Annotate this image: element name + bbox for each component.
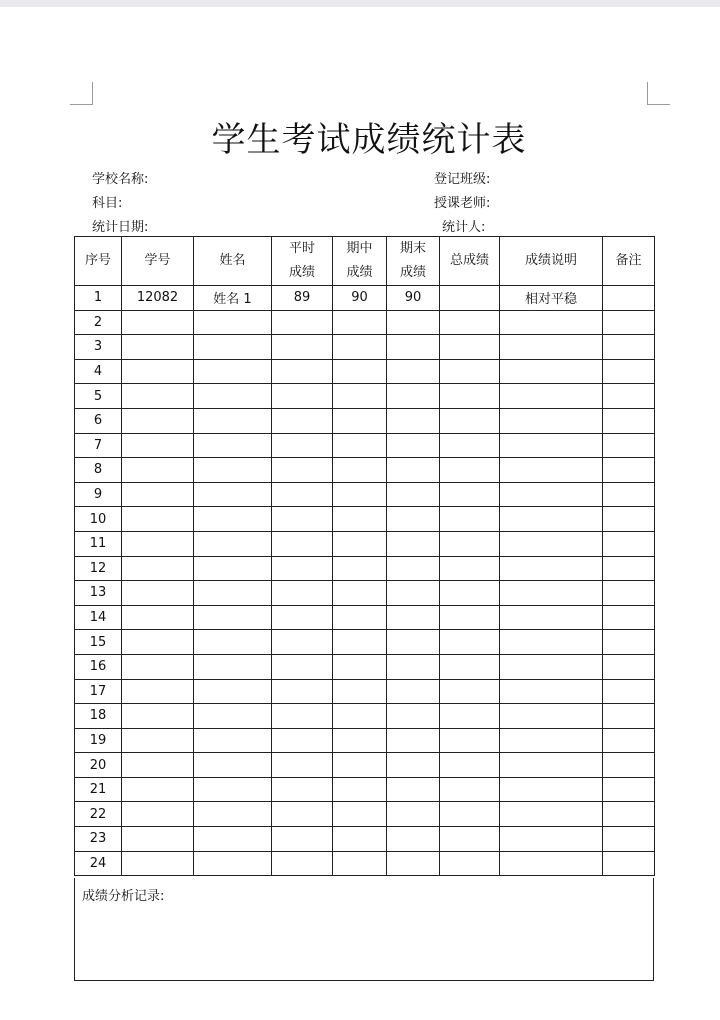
cell-seq: 3 (75, 335, 122, 360)
header-remark: 备注 (603, 237, 655, 286)
cell-usual (272, 704, 333, 729)
cell-description (500, 482, 603, 507)
class-label: 登记班级: (434, 172, 491, 187)
cell-final (387, 359, 440, 384)
cell-description (500, 581, 603, 606)
header-seq: 序号 (75, 237, 122, 286)
cell-seq: 7 (75, 433, 122, 458)
cell-name (194, 753, 272, 778)
cell-student-id (122, 384, 194, 409)
cell-usual (272, 654, 333, 679)
cell-final (387, 408, 440, 433)
cell-description (500, 851, 603, 876)
cell-student-id (122, 851, 194, 876)
table-row (75, 630, 655, 655)
cell-final (387, 654, 440, 679)
cell-final (387, 458, 440, 483)
cell-remark (603, 728, 655, 753)
cell-student-id (122, 433, 194, 458)
cell-total (440, 851, 500, 876)
cell-remark (603, 654, 655, 679)
cell-total (440, 458, 500, 483)
cell-remark (603, 851, 655, 876)
cell-name (194, 335, 272, 360)
cell-name (194, 384, 272, 409)
cell-usual (272, 556, 333, 581)
cell-final (387, 802, 440, 827)
table-row (75, 728, 655, 753)
table-row (75, 581, 655, 606)
cell-name (194, 556, 272, 581)
cell-remark (603, 605, 655, 630)
cell-name (194, 482, 272, 507)
table-row (75, 433, 655, 458)
cell-remark (603, 408, 655, 433)
cell-midterm (333, 359, 387, 384)
cell-name (194, 507, 272, 532)
cell-midterm (333, 605, 387, 630)
cell-description (500, 335, 603, 360)
cell-remark (603, 581, 655, 606)
cell-midterm (333, 654, 387, 679)
cell-usual (272, 310, 333, 335)
cell-final (387, 728, 440, 753)
cell-midterm (333, 384, 387, 409)
header-description: 成绩说明 (500, 237, 603, 286)
cell-remark (603, 384, 655, 409)
cell-remark (603, 753, 655, 778)
cell-usual (272, 335, 333, 360)
cell-description (500, 704, 603, 729)
cell-total (440, 531, 500, 556)
cell-final (387, 384, 440, 409)
cell-name (194, 704, 272, 729)
cell-remark (603, 359, 655, 384)
cell-final (387, 753, 440, 778)
table-row (75, 408, 655, 433)
cell-student-id (122, 827, 194, 852)
cell-remark (603, 335, 655, 360)
cell-usual (272, 433, 333, 458)
header-final-score (387, 237, 440, 286)
cell-student-id (122, 359, 194, 384)
cell-description (500, 359, 603, 384)
cell-student-id (122, 630, 194, 655)
cell-final (387, 679, 440, 704)
cell-remark (603, 827, 655, 852)
cell-usual (272, 359, 333, 384)
table-row (75, 851, 655, 876)
cell-total (440, 384, 500, 409)
statistician-label: 统计人: (442, 220, 486, 235)
cell-remark (603, 286, 655, 311)
cell-name (194, 851, 272, 876)
cell-student-id (122, 753, 194, 778)
table-row (75, 507, 655, 532)
cell-name (194, 728, 272, 753)
cell-description (500, 679, 603, 704)
table-row (75, 753, 655, 778)
cell-student-id (122, 581, 194, 606)
cell-total (440, 654, 500, 679)
cell-student-id (122, 654, 194, 679)
cell-midterm (333, 851, 387, 876)
cell-usual (272, 408, 333, 433)
cell-description (500, 777, 603, 802)
cell-usual (272, 728, 333, 753)
cell-usual (272, 851, 333, 876)
cell-midterm (333, 679, 387, 704)
header-usual-line2: 成绩 (288, 265, 315, 280)
crop-mark-top-left (70, 82, 93, 105)
date-label: 统计日期: (92, 220, 149, 235)
cell-description (500, 408, 603, 433)
cell-usual (272, 507, 333, 532)
table-header-row (75, 237, 655, 286)
cell-student-id (122, 507, 194, 532)
cell-student-id (122, 777, 194, 802)
table-row (75, 605, 655, 630)
cell-name (194, 827, 272, 852)
crop-mark-top-right (647, 82, 670, 105)
header-mid-line1: 期中 (346, 241, 373, 256)
cell-midterm (333, 310, 387, 335)
school-name-label: 学校名称: (92, 172, 149, 187)
cell-remark (603, 679, 655, 704)
cell-student-id (122, 458, 194, 483)
cell-remark (603, 482, 655, 507)
cell-usual (272, 679, 333, 704)
score-table (74, 236, 655, 876)
cell-total (440, 802, 500, 827)
cell-total (440, 482, 500, 507)
cell-final (387, 827, 440, 852)
cell-total (440, 753, 500, 778)
cell-final (387, 310, 440, 335)
cell-total (440, 581, 500, 606)
cell-total (440, 359, 500, 384)
cell-seq: 5 (75, 384, 122, 409)
table-row (75, 359, 655, 384)
cell-seq: 6 (75, 408, 122, 433)
cell-usual: 89 (272, 286, 333, 311)
cell-name (194, 310, 272, 335)
cell-seq: 21 (75, 777, 122, 802)
cell-seq: 16 (75, 654, 122, 679)
cell-description (500, 827, 603, 852)
cell-seq: 1 (75, 286, 122, 311)
cell-description (500, 507, 603, 532)
cell-description: 相对平稳 (500, 286, 603, 311)
cell-name (194, 654, 272, 679)
cell-name (194, 359, 272, 384)
cell-final (387, 581, 440, 606)
cell-remark (603, 507, 655, 532)
cell-final (387, 704, 440, 729)
cell-usual (272, 753, 333, 778)
cell-final (387, 335, 440, 360)
cell-midterm (333, 433, 387, 458)
cell-midterm (333, 507, 387, 532)
cell-final (387, 507, 440, 532)
cell-usual (272, 482, 333, 507)
cell-seq: 22 (75, 802, 122, 827)
cell-seq: 9 (75, 482, 122, 507)
cell-midterm (333, 753, 387, 778)
table-row (75, 802, 655, 827)
cell-name (194, 679, 272, 704)
header-final-line2: 成绩 (399, 265, 426, 280)
cell-seq: 18 (75, 704, 122, 729)
cell-name (194, 777, 272, 802)
cell-remark (603, 704, 655, 729)
cell-student-id (122, 802, 194, 827)
cell-midterm (333, 408, 387, 433)
cell-description (500, 556, 603, 581)
cell-midterm (333, 335, 387, 360)
cell-final: 90 (387, 286, 440, 311)
cell-total (440, 286, 500, 311)
table-row (75, 679, 655, 704)
cell-final (387, 433, 440, 458)
cell-seq: 20 (75, 753, 122, 778)
table-row (75, 556, 655, 581)
cell-seq: 8 (75, 458, 122, 483)
table-row (75, 384, 655, 409)
cell-total (440, 605, 500, 630)
cell-description (500, 531, 603, 556)
cell-seq: 15 (75, 630, 122, 655)
cell-total (440, 310, 500, 335)
cell-midterm (333, 777, 387, 802)
cell-usual (272, 581, 333, 606)
cell-seq: 2 (75, 310, 122, 335)
cell-student-id (122, 335, 194, 360)
cell-description (500, 654, 603, 679)
header-final-line1: 期末 (399, 241, 426, 256)
cell-usual (272, 630, 333, 655)
cell-remark (603, 310, 655, 335)
cell-remark (603, 556, 655, 581)
table-row (75, 458, 655, 483)
cell-student-id (122, 556, 194, 581)
cell-final (387, 630, 440, 655)
cell-seq: 12 (75, 556, 122, 581)
cell-midterm (333, 802, 387, 827)
teacher-label: 授课老师: (434, 196, 491, 211)
cell-total (440, 827, 500, 852)
cell-student-id (122, 482, 194, 507)
cell-seq: 24 (75, 851, 122, 876)
cell-total (440, 433, 500, 458)
cell-seq: 11 (75, 531, 122, 556)
cell-name (194, 458, 272, 483)
header-usual-line1: 平时 (288, 241, 315, 256)
cell-seq: 4 (75, 359, 122, 384)
cell-final (387, 531, 440, 556)
header-mid-line2: 成绩 (346, 265, 373, 280)
header-name: 姓名 (194, 237, 272, 286)
cell-student-id: 12082 (122, 286, 194, 311)
cell-final (387, 605, 440, 630)
cell-seq: 10 (75, 507, 122, 532)
cell-student-id (122, 704, 194, 729)
cell-total (440, 728, 500, 753)
analysis-label: 成绩分析记录: (82, 889, 165, 904)
cell-total (440, 507, 500, 532)
cell-final (387, 777, 440, 802)
table-row (75, 827, 655, 852)
cell-name (194, 630, 272, 655)
cell-description (500, 310, 603, 335)
cell-seq: 17 (75, 679, 122, 704)
cell-midterm: 90 (333, 286, 387, 311)
table-row (75, 704, 655, 729)
table-row (75, 531, 655, 556)
cell-usual (272, 458, 333, 483)
cell-usual (272, 531, 333, 556)
table-row (75, 310, 655, 335)
cell-remark (603, 458, 655, 483)
subject-label: 科目: (92, 196, 123, 211)
cell-remark (603, 777, 655, 802)
cell-total (440, 556, 500, 581)
cell-description (500, 630, 603, 655)
cell-student-id (122, 728, 194, 753)
cell-description (500, 605, 603, 630)
cell-total (440, 335, 500, 360)
cell-description (500, 728, 603, 753)
analysis-section (74, 878, 654, 981)
cell-student-id (122, 531, 194, 556)
cell-seq: 23 (75, 827, 122, 852)
cell-student-id (122, 605, 194, 630)
cell-usual (272, 384, 333, 409)
cell-description (500, 753, 603, 778)
cell-total (440, 630, 500, 655)
cell-seq: 14 (75, 605, 122, 630)
cell-usual (272, 827, 333, 852)
cell-final (387, 851, 440, 876)
cell-remark (603, 531, 655, 556)
cell-usual (272, 777, 333, 802)
cell-remark (603, 802, 655, 827)
top-bar (0, 0, 720, 7)
cell-usual (272, 802, 333, 827)
cell-remark (603, 433, 655, 458)
cell-name (194, 581, 272, 606)
cell-midterm (333, 704, 387, 729)
cell-total (440, 704, 500, 729)
cell-description (500, 433, 603, 458)
table-row (75, 654, 655, 679)
header-student-id: 学号 (122, 237, 194, 286)
table-row (75, 482, 655, 507)
cell-final (387, 556, 440, 581)
cell-total (440, 679, 500, 704)
header-total: 总成绩 (440, 237, 500, 286)
cell-midterm (333, 630, 387, 655)
cell-final (387, 482, 440, 507)
header-midterm-score (333, 237, 387, 286)
cell-midterm (333, 482, 387, 507)
cell-student-id (122, 679, 194, 704)
table-row (75, 286, 655, 311)
header-usual-score (272, 237, 333, 286)
cell-midterm (333, 581, 387, 606)
cell-midterm (333, 827, 387, 852)
cell-name (194, 605, 272, 630)
page-title: 学生考试成绩统计表 (211, 120, 527, 160)
table-row (75, 777, 655, 802)
cell-description (500, 384, 603, 409)
table-row (75, 335, 655, 360)
cell-total (440, 408, 500, 433)
cell-midterm (333, 556, 387, 581)
cell-name: 姓名 1 (194, 286, 272, 311)
cell-student-id (122, 310, 194, 335)
cell-name (194, 802, 272, 827)
cell-seq: 13 (75, 581, 122, 606)
cell-midterm (333, 531, 387, 556)
cell-midterm (333, 458, 387, 483)
cell-remark (603, 630, 655, 655)
cell-student-id (122, 408, 194, 433)
cell-name (194, 433, 272, 458)
cell-name (194, 531, 272, 556)
cell-seq: 19 (75, 728, 122, 753)
cell-name (194, 408, 272, 433)
cell-usual (272, 605, 333, 630)
cell-description (500, 802, 603, 827)
cell-description (500, 458, 603, 483)
cell-midterm (333, 728, 387, 753)
cell-total (440, 777, 500, 802)
